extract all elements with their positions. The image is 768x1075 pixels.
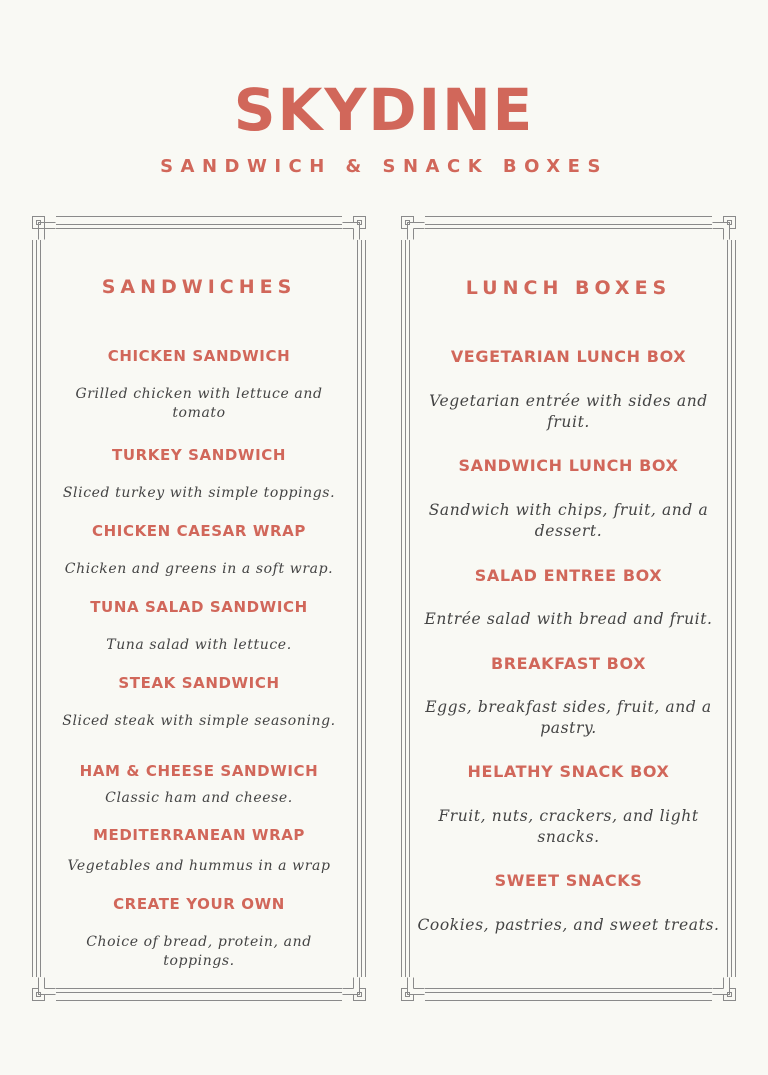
corner-ornament-icon <box>32 977 56 1001</box>
menu-item-name: TURKEY SANDWICH <box>111 446 287 464</box>
corner-ornament-icon <box>401 977 425 1001</box>
corner-ornament-icon <box>32 216 56 240</box>
menu-item-desc: Grilled chicken with lettuce and tomato <box>75 386 323 421</box>
menu-item-desc: Classic ham and cheese. <box>105 790 293 806</box>
menu-item-name: SALAD ENTREE BOX <box>474 566 663 585</box>
menu-item-name: SANDWICH LUNCH BOX <box>458 456 679 475</box>
menu-item-desc: Entrée salad with bread and fruit. <box>424 610 713 628</box>
menu-subtitle: SANDWICH & SNACK BOXES <box>160 156 608 177</box>
menu-item-name: BREAKFAST BOX <box>490 654 647 673</box>
menu-item-desc: Cookies, pastries, and sweet treats. <box>417 916 720 934</box>
menu-item-name: SWEET SNACKS <box>494 871 643 890</box>
menu-item-desc: Fruit, nuts, crackers, and light snacks. <box>438 807 699 846</box>
menu-item-desc: Vegetables and hummus in a wrap <box>67 858 331 874</box>
corner-ornament-icon <box>712 977 736 1001</box>
menu-item-name: HELATHY SNACK BOX <box>467 762 670 781</box>
menu-item-name: CHICKEN SANDWICH <box>107 347 291 365</box>
menu-item-desc: Sandwich with chips, fruit, and a dessert. <box>428 501 709 540</box>
menu-item-name: MEDITERRANEAN WRAP <box>92 826 306 844</box>
menu-item-name: HAM & CHEESE SANDWICH <box>79 762 319 780</box>
section-title-lunch-boxes: LUNCH BOXES <box>465 277 672 299</box>
corner-ornament-icon <box>401 216 425 240</box>
menu-item-desc: Choice of bread, protein, and toppings. <box>86 934 312 969</box>
corner-ornament-icon <box>342 977 366 1001</box>
section-title-sandwiches: SANDWICHES <box>101 276 297 298</box>
menu-item-desc: Tuna salad with lettuce. <box>106 637 292 653</box>
menu-item-desc: Sliced steak with simple seasoning. <box>62 713 336 729</box>
menu-item-name: VEGETARIAN LUNCH BOX <box>450 347 687 366</box>
menu-item-name: CHICKEN CAESAR WRAP <box>92 522 306 540</box>
corner-ornament-icon <box>342 216 366 240</box>
lunch-boxes-panel <box>401 216 736 1001</box>
sandwiches-panel <box>32 216 366 1001</box>
menu-item-desc: Sliced turkey with simple toppings. <box>62 485 336 501</box>
menu-item-name: TUNA SALAD SANDWICH <box>90 598 308 616</box>
menu-item-name: STEAK SANDWICH <box>118 674 280 692</box>
corner-ornament-icon <box>712 216 736 240</box>
brand-title: SKYDINE <box>233 76 535 144</box>
menu-item-desc: Chicken and greens in a soft wrap. <box>64 561 334 577</box>
menu-item-desc: Vegetarian entrée with sides and fruit. <box>429 392 708 431</box>
menu-item-desc: Eggs, breakfast sides, fruit, and a pastry. <box>425 698 712 737</box>
menu-item-name: CREATE YOUR OWN <box>113 895 285 913</box>
